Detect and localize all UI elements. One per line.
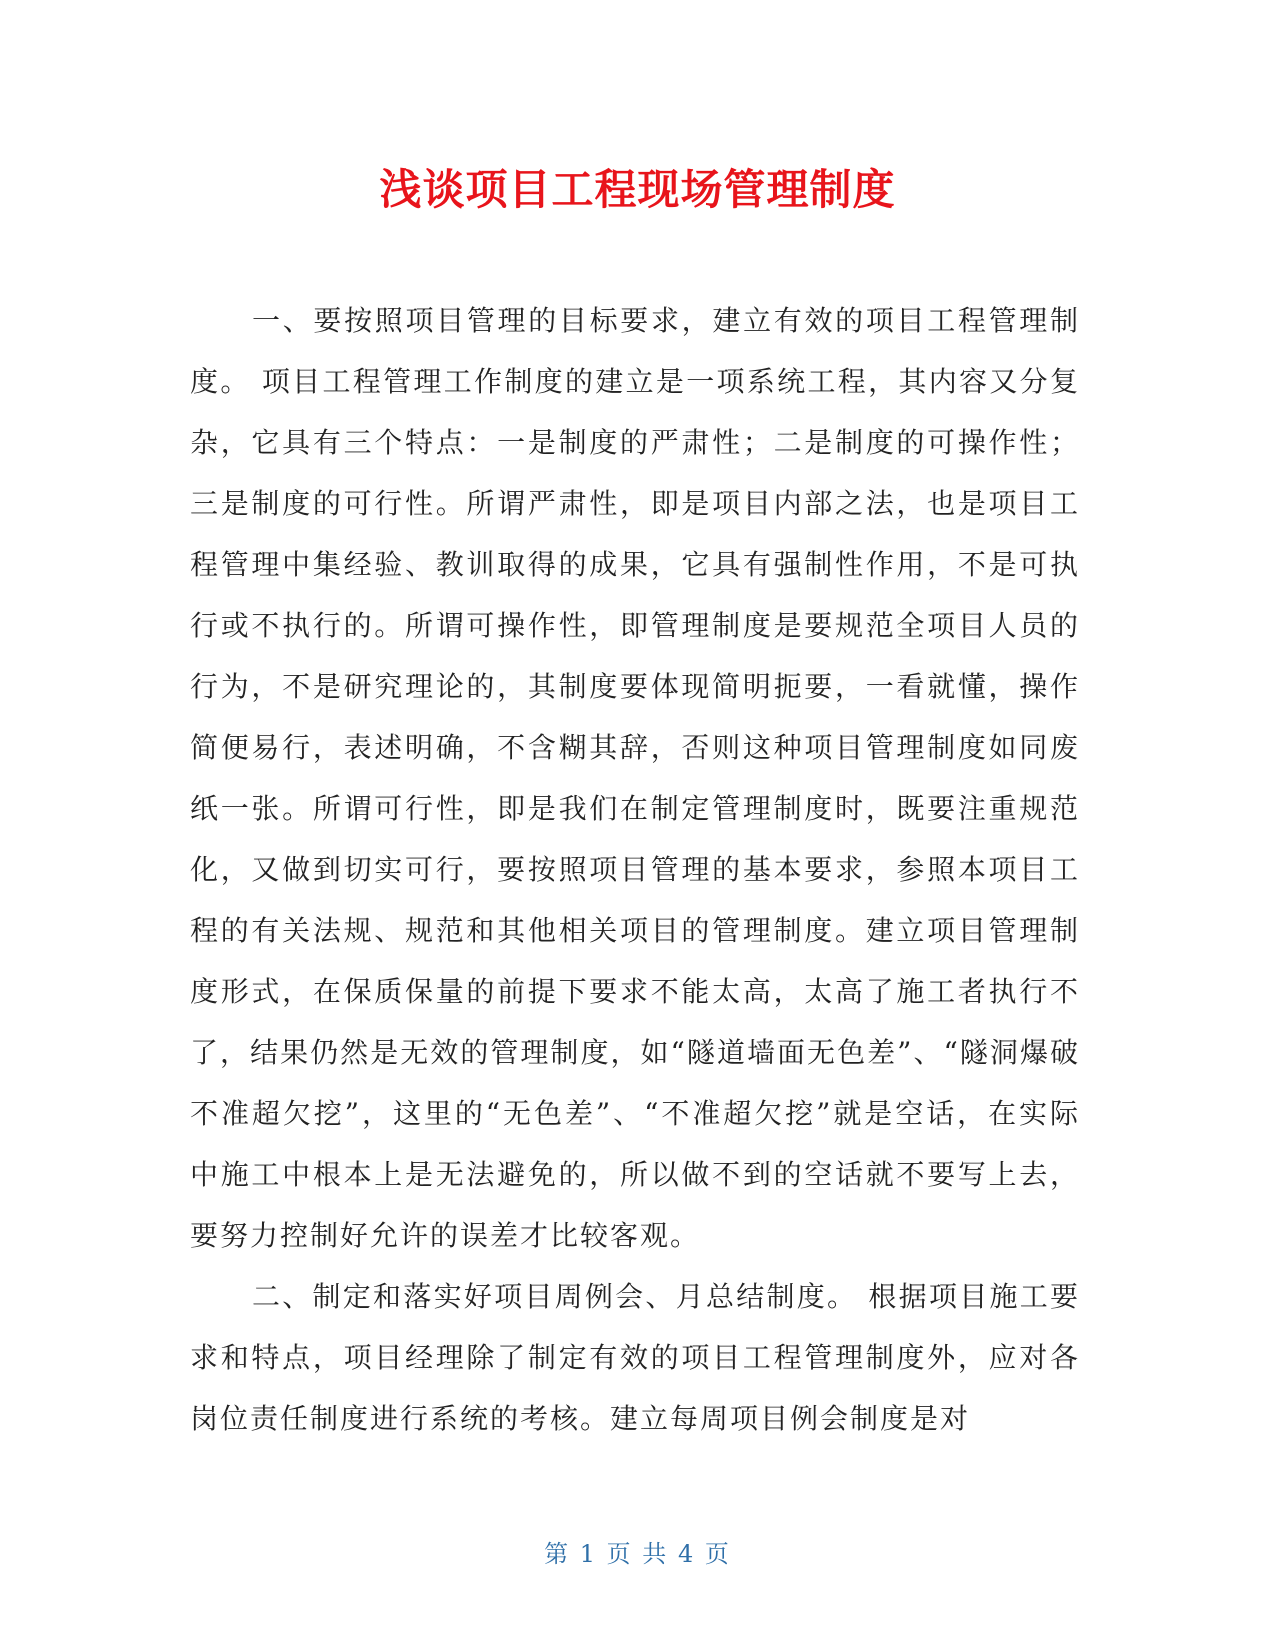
paragraph-1: 一、要按照项目管理的目标要求，建立有效的项目工程管理制度。 项目工程管理工作制度的建立是一项系统工程，其内容又分复杂，它具有三个特点：一是制度的严肃性；二是制度的可操作性；三是制度的可行性。所谓严肃性，即是项目内部之法，也是项目工程管理中集经验、教训取得的成果，它具有强制性作用，不是可执行或不执行的。所谓可操作性，即管理制度是要规范全项目人员的行为，不是研究理论的，其制度要体现简明扼要，一看就懂，操作简便易行，表述明确，不含糊其辞，否则这种项目管理制度如同废纸一张。所谓可行性，即是我们在制定管理制度时，既要注重规范化，又做到切实可行，要按照项目管理的基本要求，参照本项目工程的有关法规、规范和其他相关项目的管理制度。建立项目管理制度形式，在保质保量的前提下要求不能太高，太高了施工者执行不了，结果仍然是无效的管理制度，如“隧道墙面无色差”、“隧洞爆破不准超欠挖”，这里的“无色差”、“不准超欠挖”就是空话，在实际中施工中根本上是无法避免的，所以做不到的空话就不要写上去，要努力控制好允许的误差才比较客观。 — [190, 304, 1080, 1252]
page-number-footer: 第 1 页 共 4 页 — [544, 1540, 731, 1568]
paragraph-2: 二、制定和落实好项目周例会、月总结制度。 根据项目施工要求和特点，项目经理除了制定有效的项目工程管理制度外，应对各岗位责任制度进行系统的考核。建立每周项目例会制度是对 — [190, 1280, 1080, 1435]
document-title: 浅谈项目工程现场管理制度 — [379, 165, 896, 214]
document-body — [190, 290, 1080, 1449]
